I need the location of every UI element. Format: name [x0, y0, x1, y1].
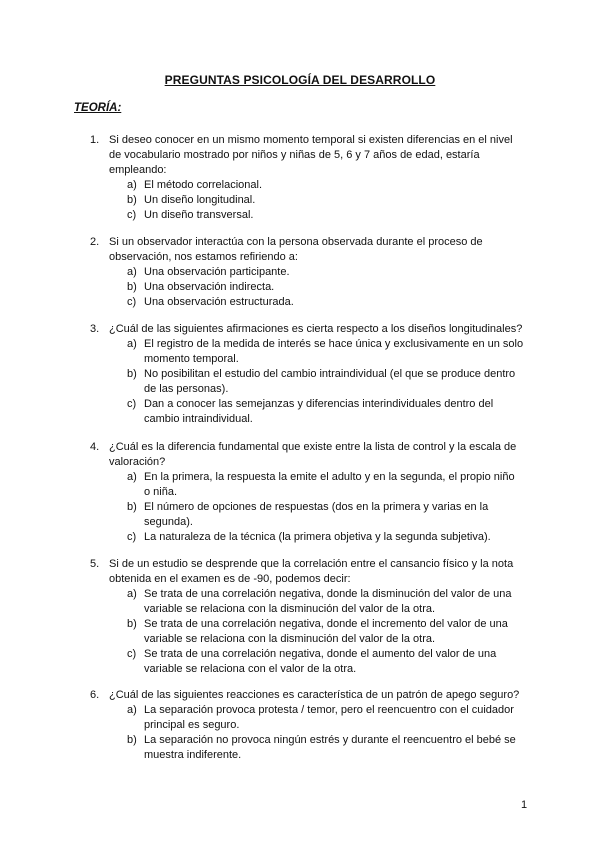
option-letter: b): [127, 194, 137, 206]
question-text-line: empleando:: [109, 164, 167, 176]
answer-option: [90, 470, 530, 500]
option-text-line: La separación no provoca ningún estrés y durante el reencuentro el bebé se: [144, 734, 516, 746]
question-5: [90, 557, 530, 677]
question-4: [90, 440, 530, 545]
answer-option: [90, 530, 530, 545]
option-letter: b): [127, 618, 137, 630]
option-text-line: El método correlacional.: [144, 179, 263, 191]
option-letter: b): [127, 501, 137, 513]
question-2: [90, 235, 530, 310]
option-text-line: Se trata de una correlación negativa, donde el aumento del valor de una: [144, 648, 497, 660]
question-text-line: ¿Cuál es la diferencia fundamental que existe entre la lista de control y la escala de: [109, 441, 517, 453]
answer-option: [90, 208, 530, 223]
answer-option: [90, 367, 530, 397]
question-text-line: ¿Cuál de las siguientes afirmaciones es cierta respecto a los diseños longitudinales?: [109, 323, 523, 335]
answer-option: [90, 265, 530, 280]
answer-option: [90, 703, 530, 733]
question-number: 4.: [90, 441, 100, 453]
option-text-line: El número de opciones de respuestas (dos en la primera y varias en la: [144, 501, 489, 513]
option-text-line: La separación provoca protesta / temor, pero el reencuentro con el cuidador: [144, 704, 514, 716]
question-text-line: de vocabulario mostrado por niños y niñas de 5, 6 y 7 años de edad, estaría: [109, 149, 480, 161]
question-text: [109, 557, 530, 587]
answer-option: [90, 587, 530, 617]
option-text-line: Un diseño longitudinal.: [144, 194, 256, 206]
question-text: [109, 235, 530, 265]
answer-option: [90, 617, 530, 647]
option-letter: c): [127, 531, 137, 543]
option-letter: c): [127, 296, 137, 308]
section-heading: TEORÍA:: [74, 102, 122, 114]
option-text-line: Se trata de una correlación negativa, donde la disminución del valor de una: [144, 588, 512, 600]
question-number: 5.: [90, 558, 100, 570]
question-3: [90, 322, 530, 427]
option-text-line: variable se relaciona con el valor de la otra.: [144, 663, 357, 675]
option-letter: a): [127, 179, 137, 191]
question-number: 2.: [90, 236, 100, 248]
question-text-line: ¿Cuál de las siguientes reacciones es característica de un patrón de apego seguro?: [109, 689, 520, 701]
option-text-line: muestra indiferente.: [144, 749, 242, 761]
page-number: 1: [521, 799, 528, 811]
answer-option: [90, 733, 530, 763]
answer-options: [90, 178, 530, 223]
option-letter: b): [127, 734, 137, 746]
answer-option: [90, 647, 530, 677]
question-text: [109, 688, 530, 703]
answer-options: [90, 337, 530, 427]
question-text-line: valoración?: [109, 456, 166, 468]
option-letter: b): [127, 368, 137, 380]
question-number: 6.: [90, 689, 100, 701]
answer-option: [90, 337, 530, 367]
question-text-line: observación, nos estamos refiriendo a:: [109, 251, 298, 263]
question-6: [90, 688, 530, 763]
option-text-line: Dan a conocer las semejanzas y diferencias interindividuales dentro del: [144, 398, 494, 410]
answer-options: [90, 703, 530, 763]
option-text-line: No posibilitan el estudio del cambio intraindividual (el que se produce dentro: [144, 368, 516, 380]
option-text-line: La naturaleza de la técnica (la primera objetiva y la segunda subjetiva).: [144, 531, 491, 543]
option-text-line: momento temporal.: [144, 353, 239, 365]
option-letter: b): [127, 281, 137, 293]
option-text-line: Una observación estructurada.: [144, 296, 294, 308]
question-text-line: Si deseo conocer en un mismo momento temporal si existen diferencias en el nivel: [109, 134, 513, 146]
answer-option: [90, 295, 530, 310]
question-text-line: Si de un estudio se desprende que la correlación entre el cansancio físico y la nota: [109, 558, 514, 570]
answer-option: [90, 397, 530, 427]
question-text-line: Si un observador interactúa con la persona observada durante el proceso de: [109, 236, 483, 248]
option-letter: a): [127, 704, 137, 716]
answer-options: [90, 470, 530, 545]
answer-option: [90, 178, 530, 193]
option-text-line: o niña.: [144, 486, 178, 498]
option-letter: a): [127, 471, 137, 483]
document-title: PREGUNTAS PSICOLOGÍA DEL DESARROLLO: [164, 73, 436, 87]
answer-options: [90, 265, 530, 310]
question-1: [90, 133, 530, 223]
option-letter: a): [127, 588, 137, 600]
question-text: [109, 322, 530, 337]
option-text-line: En la primera, la respuesta la emite el adulto y en la segunda, el propio niño: [144, 471, 515, 483]
answer-option: [90, 280, 530, 295]
question-text: [109, 440, 530, 470]
option-text-line: Una observación participante.: [144, 266, 290, 278]
option-text-line: Se trata de una correlación negativa, donde el incremento del valor de una: [144, 618, 508, 630]
option-letter: c): [127, 648, 137, 660]
option-text-line: principal es seguro.: [144, 719, 240, 731]
option-text-line: cambio intraindividual.: [144, 413, 253, 425]
option-text-line: El registro de la medida de interés se hace única y exclusivamente en un solo: [144, 338, 524, 350]
option-text-line: de las personas).: [144, 383, 229, 395]
option-text-line: variable se relaciona con la disminución del valor de la otra.: [144, 603, 436, 615]
question-number: 1.: [90, 134, 100, 146]
option-letter: a): [127, 266, 137, 278]
answer-options: [90, 587, 530, 677]
question-number: 3.: [90, 323, 100, 335]
option-letter: a): [127, 338, 137, 350]
answer-option: [90, 193, 530, 208]
option-text-line: segunda).: [144, 516, 193, 528]
option-letter: c): [127, 209, 137, 221]
answer-option: [90, 500, 530, 530]
question-text-line: obtenida en el examen es de -90, podemos decir:: [109, 573, 351, 585]
option-text-line: Un diseño transversal.: [144, 209, 254, 221]
option-text-line: Una observación indirecta.: [144, 281, 275, 293]
option-letter: c): [127, 398, 137, 410]
question-text: [109, 133, 530, 178]
option-text-line: variable se relaciona con la disminución del valor de la otra.: [144, 633, 436, 645]
